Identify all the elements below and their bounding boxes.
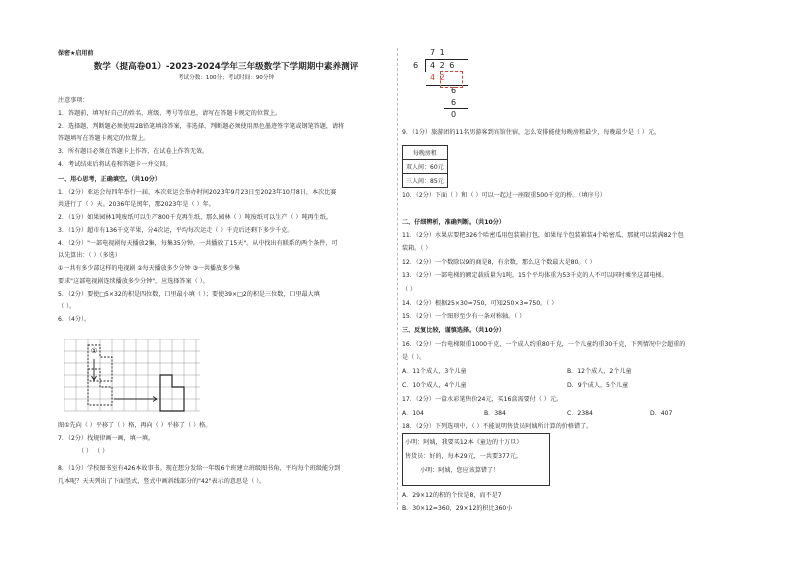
option-17-a[interactable]: A．104 xyxy=(402,410,424,417)
secret-label: 保密★启用前 xyxy=(58,50,94,57)
option-17-b[interactable]: B．384 xyxy=(484,410,506,417)
question-15: 15．（2分）一个图形至少有一条对称轴。（ ） xyxy=(402,313,526,320)
question-5: 5．（2分）要使□5×32的积是四位数，口里最小填（ ）；要使39×□2的积是三位数，口里最大填 xyxy=(58,291,320,298)
question-14: 14．（2分）根据25×30=750，可知250×3=750。（ ） xyxy=(402,300,558,307)
option-18-a[interactable]: A．29×12的积的个位是8，而不是7 xyxy=(402,492,502,499)
note-2a: 2．选择题、判断题必须使用2B铅笔填涂答案，非选择、判断题必须使用黑色墨迹签字笔或钢笔答题，请将 xyxy=(58,123,345,130)
dialogue-line-2: 售货员：好的，每本29元，一共要377元。 xyxy=(405,453,522,460)
highlight-box xyxy=(440,71,463,88)
question-17: 17．（2分）一盒水彩笔售价24元，买16盒需要付（ ）元。 xyxy=(402,396,563,403)
column-divider xyxy=(397,48,398,510)
note-2b: 答题填写在答题卡规定的位置上。 xyxy=(58,135,150,142)
option-16-c[interactable]: C．10个成人，4个儿童 xyxy=(402,382,467,389)
exam-info: 考试分数：100分；考试时间：90分钟 xyxy=(177,75,275,81)
price-table-header: 每晚房租 xyxy=(403,146,448,160)
question-11a: 11．（2分）水果店要把326个哈密瓜用包装箱打包，如果每个包装箱装4个哈密瓜，那就可以装满82个包 xyxy=(402,232,684,239)
question-4-options: ①一共有多少部这样的电视剧 ②每天播放多少分钟 ③一共播放多少集 xyxy=(58,265,240,272)
question-1b: 共进行了（ ）天。2036年是闰年，那2023年是（ ）年。 xyxy=(58,201,215,208)
notes-heading: 注意事项： xyxy=(58,97,89,104)
division-bracket xyxy=(425,59,426,72)
question-16b: 是（ ）。 xyxy=(402,354,426,361)
section-2-heading: 二、仔细辨析，准确判断。（共10分） xyxy=(402,219,505,226)
question-13b: （ ） xyxy=(402,286,417,293)
question-16a: 16．（2分）一台电梯限重1000千克，一个成人约重80千克，一个儿童约重30千克，下列情况中会超重的 xyxy=(402,341,686,348)
question-10: 10．（2分）下面（ ）和（ ）可以一起过一座限重500千克的桥。（填序号） xyxy=(402,192,606,199)
divisor: 6 xyxy=(413,61,419,70)
question-12: 12．（2分）一个数除以9的商是8，有余数，那么这个数最大是80。（ ） xyxy=(402,259,596,266)
dialogue-line-3: 小明：阿姨，您应该算错了！ xyxy=(420,467,500,474)
option-16-d[interactable]: D．9个成人，5个儿童 xyxy=(567,382,629,389)
quotient: 7 1 xyxy=(430,48,446,57)
remainder-line-1: 6 xyxy=(451,86,457,95)
option-17-c[interactable]: C．2384 xyxy=(567,410,593,417)
note-3: 3．所有题目必须在答题卡上作答，在试卷上作答无效。 xyxy=(58,148,209,155)
division-bar xyxy=(426,59,468,60)
question-11b: 装箱。（ ） xyxy=(402,245,432,252)
shape-label: ① xyxy=(91,347,98,355)
question-3: 3．（1分）超市有136千克苹果，分4次运，平均每次运走（ ）千克后还剩下多少千克。 xyxy=(58,227,294,234)
section-1-heading: 一、用心思考，正确填空。（共10分） xyxy=(58,176,161,183)
subtract-line-2 xyxy=(444,108,468,109)
price-table xyxy=(402,145,448,188)
question-7-blanks: （ ） （ ） xyxy=(78,448,109,455)
question-1a: 1．（2分）亚运会每四年举行一届，本次亚运会举办时间2023年9月23日至2023年10月8日，本次比赛 xyxy=(58,189,337,196)
question-7: 7．（2分）找规律画一画，填一填。 xyxy=(58,435,155,442)
remainder-line-2: 6 xyxy=(451,98,457,107)
dividend: 4 2 6 xyxy=(430,61,456,70)
question-4a: 4．（2分）"一部电视剧每天播放2集，每集35分钟，一共播放了15天"。从中找出有联系的两个条件，可 xyxy=(58,240,338,247)
question-9: 9．（1分）旅游团的11名男游客到宾馆住宿，怎么安排能使每晚房租最少，每晚最少是（ ）元。 xyxy=(402,129,661,136)
translation-grid xyxy=(64,339,200,413)
question-8b: 几本呢？天天列出了下面竖式，竖式中画斜线部分的"42"表示的意思是（ ）。 xyxy=(58,478,266,485)
option-17-d[interactable]: D．407 xyxy=(650,410,673,417)
note-4: 4．考试结束后将试卷和答题卡一并交回。 xyxy=(58,161,172,168)
question-6-answer: 图①先向（ ）平移了（ ）格，再向（ ）平移了（ ）格。 xyxy=(58,422,212,429)
question-5b: （ ）。 xyxy=(58,303,76,310)
question-4c: 要求"这部电视剧连续播放多少分钟"，应选择答案（ ）。 xyxy=(58,278,209,285)
question-4b: 以先算出：（ ）（多选） xyxy=(58,252,121,259)
price-row-double: 双人间：60元 xyxy=(403,160,448,174)
question-18: 18．（2分）下列选项中，（ ）不能说明售货员阿姨所计算的价格错了。 xyxy=(402,423,593,430)
option-16-b[interactable]: B．12个成人，2个儿童 xyxy=(567,368,632,375)
section-3-heading: 三、反复比较，谨慎选择。（共10分） xyxy=(402,327,505,334)
option-18-b[interactable]: B．30×12=360，29×12的积比360小 xyxy=(402,505,513,512)
option-16-a[interactable]: A．11个成人，3个儿童 xyxy=(402,368,467,375)
question-6: 6．（4分）。 xyxy=(58,316,91,323)
dialogue-line-1: 小明：阿姨，我要买12本《童边的十万旦》 xyxy=(405,439,523,446)
highlighted-partial: 4 2 xyxy=(430,73,446,82)
question-13a: 13．（2分）一部电梯的额定载质量为1吨，15个平均体重为53千克的人不可以同时乘坐这部电梯。 xyxy=(402,272,668,279)
question-2: 2．（1分）如果园林1吨废纸可以生产800千克再生纸，那么园林（ ）吨废纸可以生产（ ）吨再生纸。 xyxy=(58,214,332,221)
question-8a: 8．（1分）学校图书室有426本故事书。现在想分发给一年级6个班建立班级图书角，平均每个班级能分到 xyxy=(58,465,341,472)
page-title: 数学（提高卷01）-2023-2024学年三年级数学下学期期中素养测评 xyxy=(93,62,359,72)
price-row-triple: 三人间：85元 xyxy=(403,174,448,188)
note-1: 1．答题前，填写好自己的姓名、班级、考号等信息，请写在答题卡规定的位置上。 xyxy=(58,110,282,117)
remainder-line-3: 0 xyxy=(451,110,457,119)
